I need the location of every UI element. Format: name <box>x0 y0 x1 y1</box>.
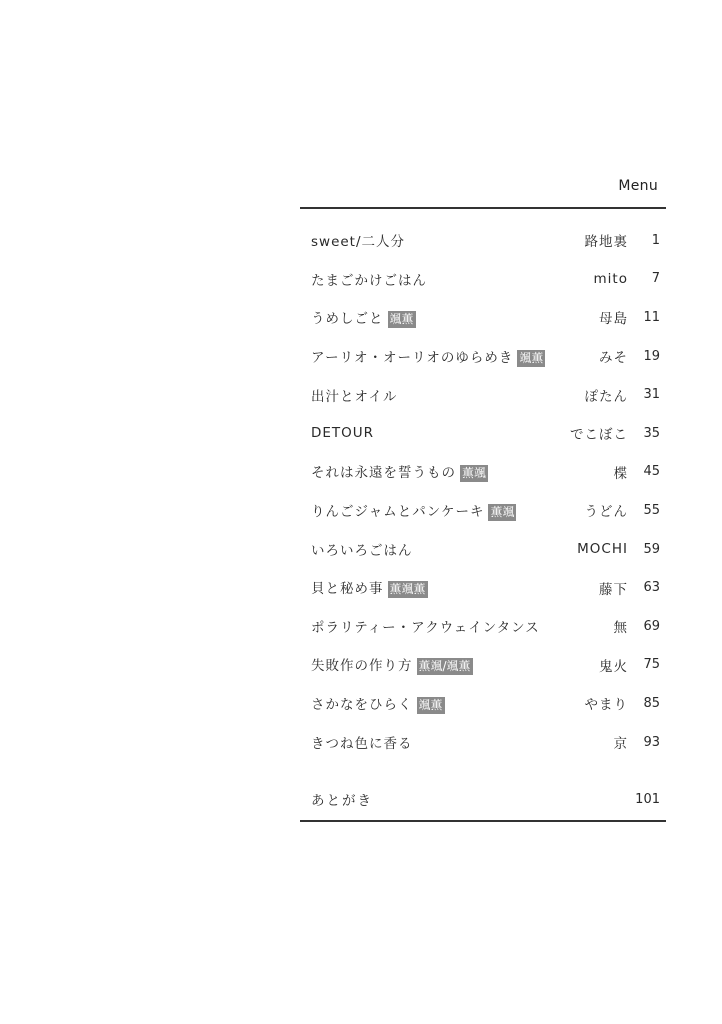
toc-entry[interactable] <box>311 491 660 530</box>
entry-title-text: いろいろごはん <box>311 543 413 560</box>
entry-author: MOCHI <box>577 541 628 558</box>
entry-page: 75 <box>643 657 660 673</box>
entry-title-text: 失敗作の作り方 <box>311 658 413 675</box>
bottom-rule <box>300 820 666 822</box>
entry-author: 無 <box>613 620 628 637</box>
entry-title-text: きつね色に香る <box>311 736 413 753</box>
menu-title: Menu <box>618 178 658 194</box>
toc-entry[interactable] <box>311 453 660 492</box>
entry-title-text: たまごかけごはん <box>311 272 427 289</box>
pairing-tag: 颯薫 <box>389 311 414 326</box>
entry-author: やまり <box>584 697 628 714</box>
pairing-tag: 薫颯/颯薫 <box>418 659 471 674</box>
entry-title <box>311 616 614 636</box>
entry-title-text: さかなをひらく <box>311 696 413 713</box>
toc-entry[interactable] <box>311 646 660 685</box>
entry-author: 母島 <box>599 311 628 328</box>
entry-title-text: アーリオ・オーリオのゆらめき <box>311 349 514 366</box>
entry-title <box>311 577 599 598</box>
entry-page: 7 <box>651 271 660 287</box>
toc-entry[interactable] <box>311 337 660 376</box>
entry-title <box>311 346 599 367</box>
entry-author: 楪 <box>613 465 628 482</box>
afterword-title: あとがき <box>311 793 373 809</box>
entry-page: 31 <box>643 387 660 403</box>
entry-page: 55 <box>643 502 660 518</box>
entry-title <box>311 693 585 714</box>
toc-entry[interactable] <box>311 723 660 762</box>
entry-title <box>311 230 585 250</box>
entry-page: 59 <box>643 541 660 557</box>
entry-author: 藤下 <box>599 581 628 598</box>
toc-entry[interactable] <box>311 607 660 646</box>
entry-page: 11 <box>643 309 660 325</box>
entry-title <box>311 732 614 752</box>
entry-title <box>311 461 614 482</box>
toc-entry[interactable] <box>311 260 660 299</box>
entry-author: 鬼火 <box>599 658 628 675</box>
toc-list <box>311 221 660 761</box>
entry-title-text: 出汁とオイル <box>311 388 398 405</box>
entry-title <box>311 425 570 441</box>
afterword-page: 101 <box>635 791 660 807</box>
entry-author: 京 <box>613 736 628 753</box>
pairing-tag: 颯薫 <box>519 350 544 365</box>
toc-entry[interactable] <box>311 684 660 723</box>
entry-title <box>311 385 585 405</box>
entry-title-text: sweet/二人分 <box>311 234 406 251</box>
entry-author: mito <box>593 270 628 287</box>
toc-entry[interactable] <box>311 530 660 569</box>
toc-entry[interactable] <box>311 375 660 414</box>
entry-page: 1 <box>651 232 660 248</box>
entry-page: 63 <box>643 580 660 596</box>
entry-title <box>311 307 599 328</box>
toc-entry[interactable] <box>311 568 660 607</box>
entry-author: でこぼこ <box>570 427 628 444</box>
pairing-tag: 薫颯 <box>490 504 515 519</box>
entry-title-text: DETOUR <box>311 425 375 442</box>
pairing-tag: 薫颯 <box>462 466 487 481</box>
pairing-tag: 颯薫 <box>418 697 443 712</box>
entry-author: ぽたん <box>584 388 628 405</box>
entry-title <box>311 500 585 521</box>
entry-title-text: りんごジャムとパンケーキ <box>311 503 485 520</box>
entry-author: みそ <box>599 350 628 367</box>
entry-title-text: 貝と秘め事 <box>311 581 384 598</box>
entry-title-text: ポラリティー・アクウェインタンス <box>311 620 540 637</box>
toc-entry[interactable] <box>311 221 660 260</box>
entry-page: 45 <box>643 464 660 480</box>
pairing-tag: 薫颯薫 <box>389 582 426 597</box>
entry-page: 35 <box>643 425 660 441</box>
entry-author: 路地裏 <box>584 234 628 251</box>
entry-author: うどん <box>584 504 628 521</box>
entry-title <box>311 654 599 675</box>
entry-title-text: うめしごと <box>311 310 384 327</box>
entry-title <box>311 269 594 289</box>
top-rule <box>300 207 666 209</box>
toc-entry[interactable] <box>311 298 660 337</box>
entry-page: 69 <box>643 618 660 634</box>
entry-page: 19 <box>643 348 660 364</box>
entry-page: 93 <box>643 734 660 750</box>
entry-title-text: それは永遠を誓うもの <box>311 465 456 482</box>
toc-entry[interactable] <box>311 414 660 453</box>
entry-title <box>311 539 577 559</box>
afterword-entry[interactable] <box>311 787 660 811</box>
entry-page: 85 <box>643 695 660 711</box>
